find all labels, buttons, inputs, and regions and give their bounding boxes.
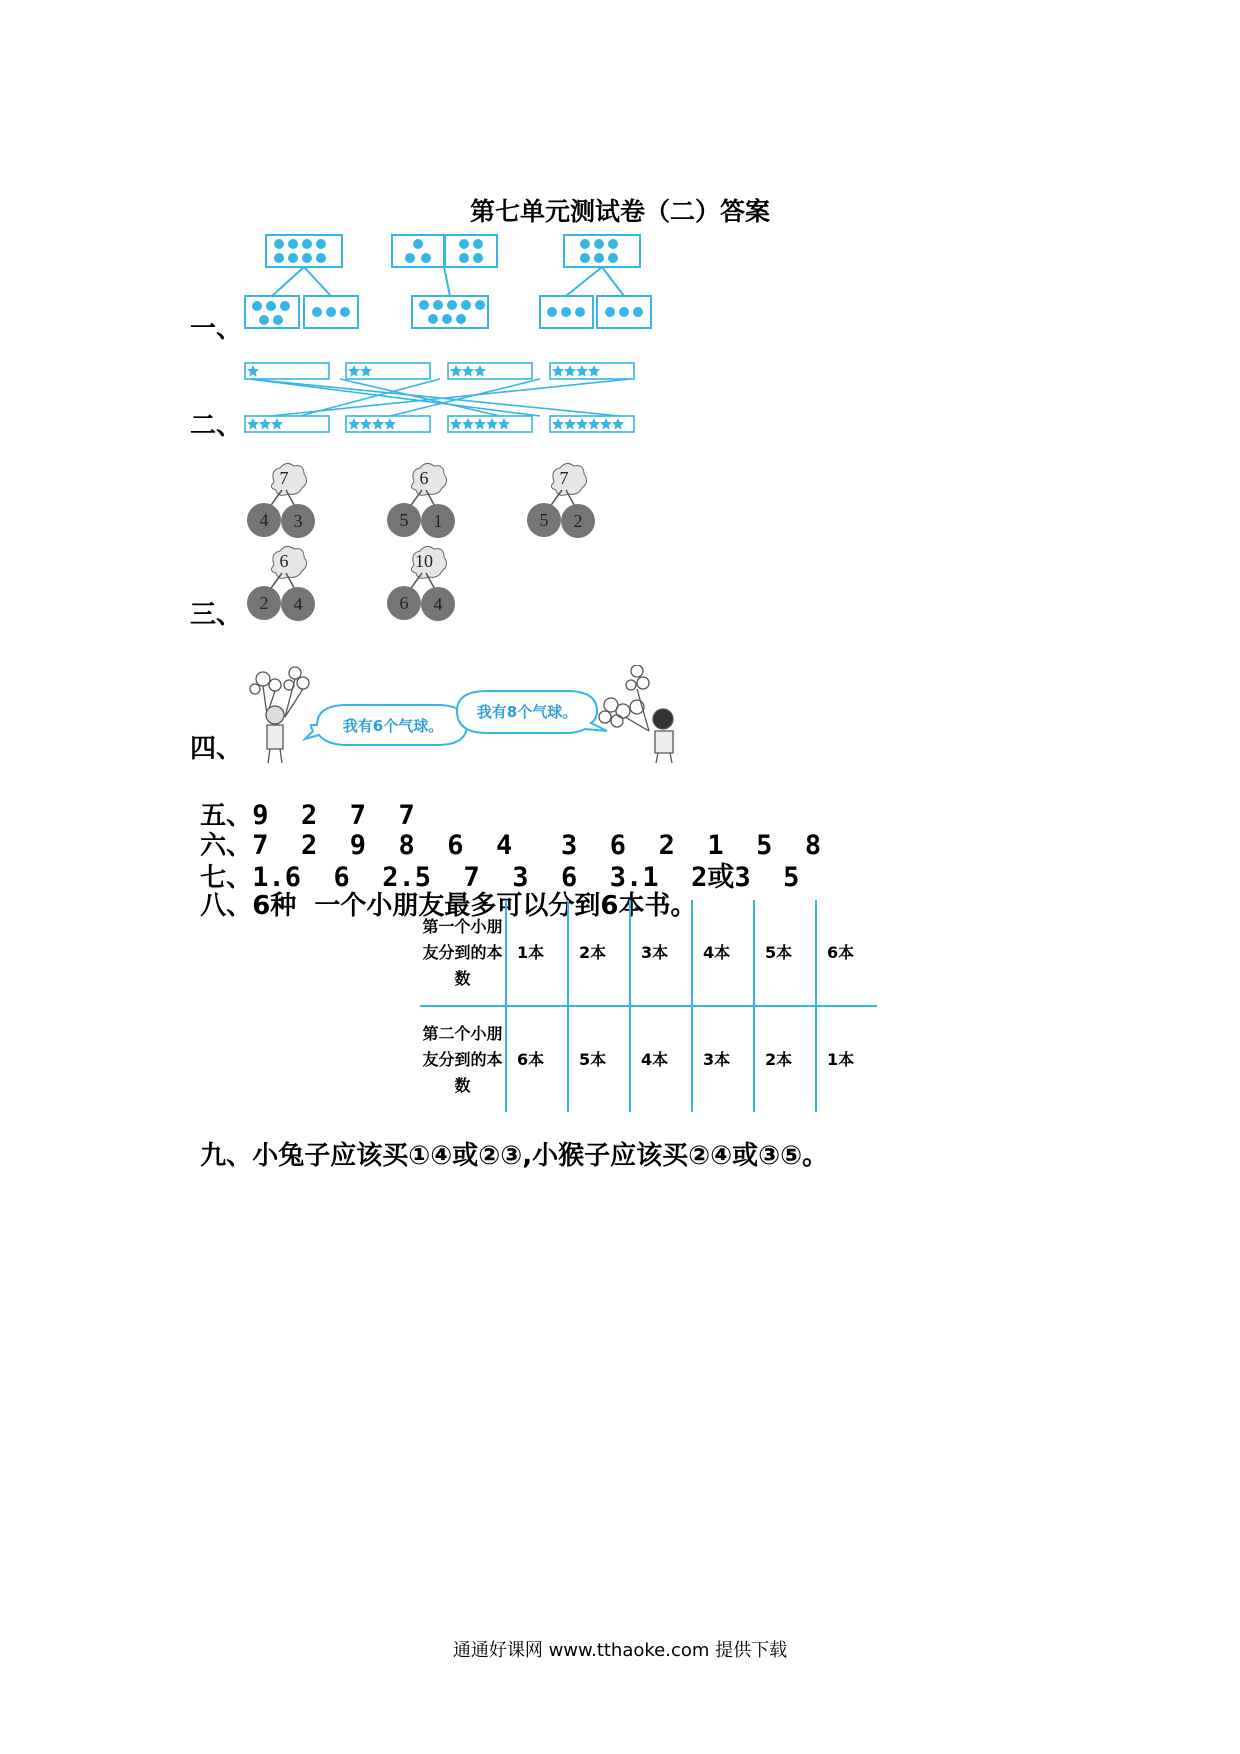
table-cell: 1本 <box>816 1006 877 1112</box>
q1-label: 一、 <box>190 314 243 344</box>
split-tree-2 <box>387 463 455 538</box>
tree-right-number: 1 <box>433 511 443 531</box>
q7-answer: 1.6 6 2.5 7 3 6 3.1 2或3 5 <box>252 862 800 893</box>
tree-top-number: 7 <box>279 468 289 488</box>
q6-answer: 7 2 9 8 6 4 3 6 2 1 5 8 <box>252 830 822 861</box>
tree-left-number: 2 <box>259 593 269 613</box>
q8-label: 八、 <box>200 891 253 921</box>
q4-label: 四、 <box>190 734 243 764</box>
q3-split-trees <box>240 460 640 635</box>
page-title: 第七单元测试卷（二）答案 <box>469 197 770 226</box>
tree-top-number: 6 <box>279 551 289 571</box>
row1-header: 第一个小朋友分到的本数 <box>420 900 506 1006</box>
bubble-right-text: 我有8个气球。 <box>476 703 578 721</box>
tree-left-number: 6 <box>399 593 409 613</box>
tree-top-number: 7 <box>559 468 569 488</box>
q8-book-split-table <box>420 900 877 1112</box>
split-tree-5 <box>387 546 455 621</box>
child-left-icon <box>250 667 309 763</box>
table-cell: 3本 <box>692 1006 754 1112</box>
tree-right-number: 3 <box>293 511 303 531</box>
split-tree-3 <box>527 463 595 538</box>
tree-right-number: 4 <box>293 594 303 614</box>
table-row <box>420 900 877 1006</box>
q9-answer: 小兔子应该买①④或②③,小猴子应该买②④或③⑤。 <box>252 1141 829 1171</box>
row2-header: 第二个小朋友分到的本数 <box>422 1023 503 1095</box>
footer-credit: 通通好课网 www.tthaoke.com 提供下载 <box>452 1640 788 1661</box>
tree-left-number: 4 <box>259 510 269 530</box>
q4-balloon-illustration <box>245 665 675 765</box>
q5-label: 五、 <box>200 801 253 831</box>
split-tree-1 <box>247 463 315 538</box>
table-cell: 4本 <box>630 1006 692 1112</box>
table-cell: 6本 <box>506 1006 568 1112</box>
table-cell: 6本 <box>816 900 877 1006</box>
table-cell: 3本 <box>630 900 692 1006</box>
tree-top-number: 6 <box>419 468 429 488</box>
q9-label: 九、 <box>200 1141 253 1171</box>
speech-bubble-left <box>305 705 467 745</box>
q8-answer: 6种 一个小朋友最多可以分到6本书。 <box>252 891 697 921</box>
table-cell: 2本 <box>754 1006 816 1112</box>
q1-number-split-diagram <box>240 230 670 340</box>
q3-label: 三、 <box>190 600 243 630</box>
q9-row <box>190 1116 828 1172</box>
table-row <box>420 1006 877 1112</box>
table-cell: 5本 <box>568 1006 630 1112</box>
table-cell: 5本 <box>754 900 816 1006</box>
q2-label: 二、 <box>190 411 243 441</box>
q2-star-matching-diagram <box>240 358 640 438</box>
tree-right-number: 2 <box>573 511 583 531</box>
bubble-left-text: 我有6个气球。 <box>342 717 444 735</box>
tree-right-number: 4 <box>433 594 443 614</box>
table-cell: 2本 <box>568 900 630 1006</box>
child-right-icon <box>599 665 673 763</box>
split-tree-4 <box>247 546 315 621</box>
speech-bubble-right <box>457 691 607 733</box>
tree-top-number: 10 <box>415 551 433 571</box>
tree-left-number: 5 <box>399 510 409 530</box>
table-cell: 4本 <box>692 900 754 1006</box>
q7-label: 七、 <box>200 863 253 893</box>
tree-left-number: 5 <box>539 510 549 530</box>
q6-label: 六、 <box>200 831 253 861</box>
q5-answer: 9 2 7 7 <box>252 800 415 831</box>
table-cell: 1本 <box>506 900 568 1006</box>
